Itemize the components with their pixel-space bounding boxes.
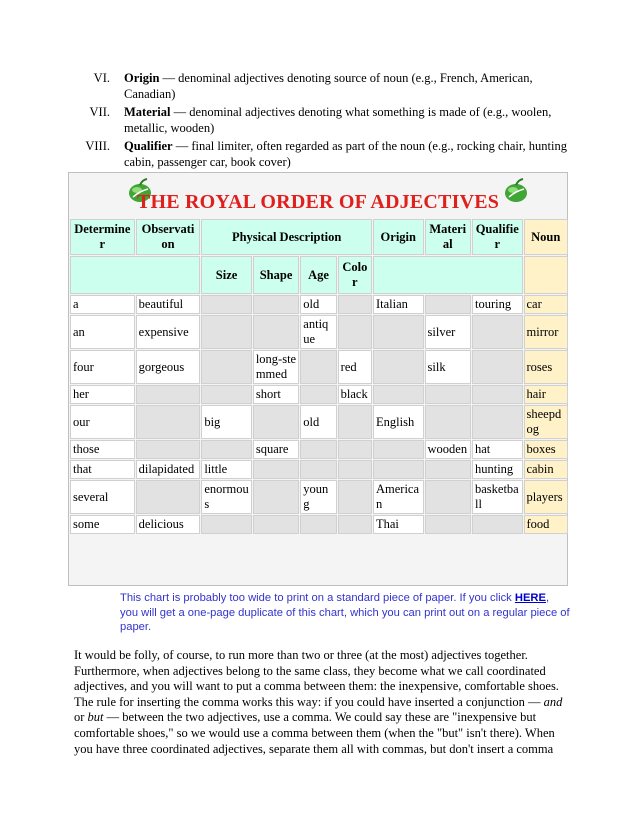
header-physical-description: Physical Description	[201, 219, 372, 255]
header-noun: Noun	[524, 219, 569, 255]
print-note	[120, 591, 570, 635]
header-qualifier: Qualifier	[472, 219, 523, 255]
table-cell	[338, 460, 372, 479]
table-title-row	[69, 173, 567, 217]
table-cell	[300, 385, 336, 404]
list-text: — denominal adjectives denoting what something is made of (e.g., woolen, metallic, wooden)	[124, 105, 552, 135]
table-cell	[136, 385, 201, 404]
table-cell	[373, 315, 424, 349]
table-cell	[300, 350, 336, 384]
table-cell	[136, 405, 201, 439]
table-cell: touring	[472, 295, 523, 314]
adjective-category-list	[60, 70, 580, 172]
table-cell	[201, 440, 252, 459]
table-cell	[338, 315, 372, 349]
table-cell	[472, 385, 523, 404]
table-cell: short	[253, 385, 299, 404]
table-cell	[253, 515, 299, 534]
list-term: Qualifier	[124, 139, 173, 153]
table-cell	[300, 515, 336, 534]
noun-cell: food	[524, 515, 569, 534]
table-cell	[425, 295, 471, 314]
table-cell	[373, 385, 424, 404]
header-age: Age	[300, 256, 336, 294]
table-cell: basketball	[472, 480, 523, 514]
note-text-end: , you will get a one-page duplicate of this chart, which you can print out on a regular piece of paper.	[120, 592, 570, 633]
table-cell	[425, 515, 471, 534]
here-link[interactable]: HERE	[514, 592, 546, 604]
table-cell	[201, 315, 252, 349]
noun-cell: cabin	[524, 460, 569, 479]
header-shape: Shape	[253, 256, 299, 294]
table-cell	[338, 295, 372, 314]
table-cell: some	[70, 515, 135, 534]
table-cell: those	[70, 440, 135, 459]
list-term: Origin	[124, 71, 160, 85]
table-cell: an	[70, 315, 135, 349]
royal-order-table-container	[68, 172, 568, 586]
header-origin: Origin	[373, 219, 424, 255]
list-text: — denominal adjectives denoting source of noun (e.g., French, American, Canadian)	[124, 71, 533, 101]
table-body	[70, 295, 568, 534]
table-cell	[253, 315, 299, 349]
table-cell: delicious	[136, 515, 201, 534]
list-number: VIII.	[85, 139, 110, 153]
table-row	[70, 405, 568, 439]
table-cell	[201, 515, 252, 534]
header-size: Size	[201, 256, 252, 294]
header-material: Material	[425, 219, 471, 255]
royal-order-table	[69, 218, 569, 535]
list-item	[60, 138, 580, 170]
table-row	[70, 460, 568, 479]
table-cell	[201, 350, 252, 384]
table-cell: American	[373, 480, 424, 514]
table-cell: long-stemmed	[253, 350, 299, 384]
table-cell: black	[338, 385, 372, 404]
table-cell: hunting	[472, 460, 523, 479]
body-paragraph: It would be folly, of course, to run more than two or three (at the most) adjectives together. Furthermore, when adjectives belong to the same class, they become what we call coordinated adjectives, and you will want to put a comma between them: the inexpensive, comfortable shoes. The rule for inserting the comma works this way: if you could have inserted a conjunction — and or but — between the two adjectives, use a comma. We could say these are "inexpensive but comfortable shoes," so we would use a comma between them (when the "but" isn't there). When you have three coordinated adjectives, separate them all with commas, but don't insert a comma	[74, 648, 563, 756]
table-row	[70, 440, 568, 459]
list-text: — final limiter, often regarded as part of the noun (e.g., rocking chair, hunting cabin, passenger car, book cover)	[124, 139, 567, 169]
table-subheader-row	[70, 256, 568, 294]
table-cell: Italian	[373, 295, 424, 314]
table-cell	[425, 460, 471, 479]
list-term: Material	[124, 105, 171, 119]
noun-cell: car	[524, 295, 569, 314]
table-cell: young	[300, 480, 336, 514]
table-cell: dilapidated	[136, 460, 201, 479]
table-cell	[338, 515, 372, 534]
table-cell	[136, 440, 201, 459]
table-cell: her	[70, 385, 135, 404]
noun-cell: mirror	[524, 315, 569, 349]
table-cell: little	[201, 460, 252, 479]
table-cell	[425, 385, 471, 404]
table-cell	[253, 405, 299, 439]
list-item	[60, 104, 580, 136]
table-cell: red	[338, 350, 372, 384]
table-cell: gorgeous	[136, 350, 201, 384]
list-number: VI.	[93, 71, 110, 85]
table-cell: big	[201, 405, 252, 439]
table-cell: expensive	[136, 315, 201, 349]
table-cell	[253, 480, 299, 514]
table-cell: old	[300, 405, 336, 439]
table-cell: silk	[425, 350, 471, 384]
table-cell: Thai	[373, 515, 424, 534]
table-row	[70, 315, 568, 349]
table-cell	[253, 295, 299, 314]
table-cell: enormous	[201, 480, 252, 514]
table-cell: hat	[472, 440, 523, 459]
noun-cell: boxes	[524, 440, 569, 459]
table-cell: beautiful	[136, 295, 201, 314]
table-cell: that	[70, 460, 135, 479]
table-cell: a	[70, 295, 135, 314]
header-determiner: Determiner	[70, 219, 135, 255]
header-observation: Observation	[136, 219, 201, 255]
noun-cell: sheepdog	[524, 405, 569, 439]
table-cell: our	[70, 405, 135, 439]
table-cell: several	[70, 480, 135, 514]
table-cell	[300, 460, 336, 479]
table-cell	[201, 385, 252, 404]
table-cell: square	[253, 440, 299, 459]
leaf-icon	[501, 177, 531, 205]
list-item	[60, 70, 580, 102]
table-cell	[373, 460, 424, 479]
table-cell	[425, 480, 471, 514]
table-cell	[373, 440, 424, 459]
list-number: VII.	[89, 105, 110, 119]
table-cell	[472, 515, 523, 534]
table-cell	[425, 405, 471, 439]
table-cell	[338, 440, 372, 459]
header-color: Color	[338, 256, 372, 294]
noun-cell: hair	[524, 385, 569, 404]
table-cell: silver	[425, 315, 471, 349]
table-cell	[338, 480, 372, 514]
table-cell	[300, 440, 336, 459]
table-cell: wooden	[425, 440, 471, 459]
note-text: This chart is probably too wide to print on a standard piece of paper. If you click	[120, 592, 515, 604]
table-row	[70, 385, 568, 404]
table-cell	[373, 350, 424, 384]
table-row	[70, 295, 568, 314]
table-cell	[201, 295, 252, 314]
table-cell: English	[373, 405, 424, 439]
table-cell: old	[300, 295, 336, 314]
table-row	[70, 350, 568, 384]
table-row	[70, 515, 568, 534]
table-cell	[253, 460, 299, 479]
table-row	[70, 480, 568, 514]
noun-cell: roses	[524, 350, 569, 384]
table-cell: antique	[300, 315, 336, 349]
table-cell	[472, 350, 523, 384]
table-cell	[472, 315, 523, 349]
table-cell: four	[70, 350, 135, 384]
noun-cell: players	[524, 480, 569, 514]
table-title: THE ROYAL ORDER OF ADJECTIVES	[136, 191, 500, 213]
table-cell	[136, 480, 201, 514]
table-cell	[338, 405, 372, 439]
table-cell	[472, 405, 523, 439]
table-header-row	[70, 219, 568, 255]
